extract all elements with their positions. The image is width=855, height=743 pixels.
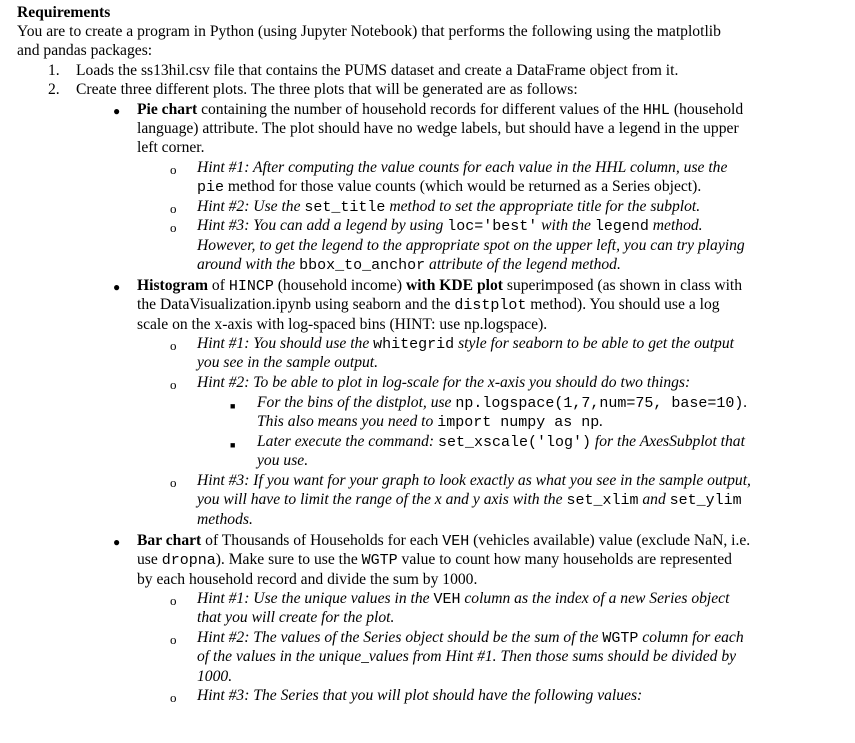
hist-bullet-icon: ●	[113, 280, 121, 294]
wgtp-code-2: WGTP	[602, 630, 639, 647]
requirements-heading: Requirements	[17, 4, 111, 21]
whitegrid-code: whitegrid	[373, 336, 455, 353]
hist-hint2-line: Hint #2: To be able to plot in log-scale for the x-axis you should do two things:	[197, 374, 691, 391]
import-numpy-code: import numpy as np	[437, 414, 600, 431]
hist-line-3: scale on the x-axis with log-spaced bins (HINT: use np.logspace).	[137, 316, 548, 333]
bar-hint1-circle-icon: o	[170, 593, 177, 608]
bbox-code: bbox_to_anchor	[299, 257, 426, 274]
pie-hint3-line-3: around with the bbox_to_anchor attribute of the legend method.	[197, 256, 621, 274]
hist-sub2-square-icon: ■	[230, 440, 236, 450]
bar-hint2-circle-icon: o	[170, 632, 177, 647]
loc-best-code: loc='best'	[447, 218, 538, 235]
pie-code: pie	[197, 179, 225, 196]
logspace-code: np.logspace(1,7,num=75, base=10)	[455, 395, 744, 412]
pie-hint2-circle-icon: o	[170, 201, 177, 216]
pie-text-tail: (household	[669, 101, 744, 118]
bar-bullet-icon: ●	[113, 535, 121, 549]
hist-hint3-line-1: Hint #3: If you want for your graph to look exactly as what you see in the sample output,	[197, 472, 751, 489]
step-2-text: Create three different plots. The three plots that will be generated are as follows:	[76, 81, 578, 98]
pie-hint1-circle-icon: o	[170, 162, 177, 177]
hist-line-1: Histogram of HINCP (household income) with KDE plot superimposed (as shown in class with	[137, 277, 743, 295]
hist-hint1-circle-icon: o	[170, 338, 177, 353]
veh-code: VEH	[442, 533, 470, 550]
hist-sub2-line-2: you use.	[257, 452, 309, 469]
pie-bullet-icon: ●	[113, 104, 121, 118]
hist-sub2-line-1: Later execute the command: set_xscale('log') for the AxesSubplot that	[257, 433, 745, 451]
hist-sub1-square-icon: ■	[230, 401, 236, 411]
set-xlim-code: set_xlim	[566, 492, 639, 509]
hist-hint3-circle-icon: o	[170, 475, 177, 490]
pie-line-3: left corner.	[137, 139, 205, 156]
hist-sub1-line-2: This also means you need to import numpy as np.	[257, 413, 604, 431]
intro-line-2: and pandas packages:	[17, 42, 153, 59]
set-ylim-code: set_ylim	[669, 492, 742, 509]
hist-sub1-line-1: For the bins of the distplot, use np.logspace(1,7,num=75, base=10).	[257, 394, 748, 412]
bar-hint3-circle-icon: o	[170, 690, 177, 705]
bar-line-2: use dropna). Make sure to use the WGTP value to count how many households are represented	[137, 551, 732, 569]
hist-line-2: the DataVisualization.ipynb using seaborn and the distplot method). You should use a log	[137, 296, 720, 314]
wgtp-code: WGTP	[361, 552, 398, 569]
pie-hint3-line-1: Hint #3: You can add a legend by using loc='best' with the legend method.	[197, 217, 703, 235]
bar-line-1: Bar chart of Thousands of Households for each VEH (vehicles available) value (exclude NaN, i.e.	[137, 532, 751, 550]
set-xscale-code: set_xscale('log')	[438, 434, 592, 451]
pie-title: Pie chart	[137, 101, 198, 118]
pie-hint2-line: Hint #2: Use the set_title method to set the appropriate title for the subplot.	[197, 198, 701, 216]
hist-hint1-line-1: Hint #1: You should use the whitegrid style for seaborn to be able to get the output	[197, 335, 734, 353]
pie-hint3-circle-icon: o	[170, 220, 177, 235]
step-1-number: 1.	[48, 62, 60, 79]
pie-line-1	[137, 100, 743, 121]
step-2-number: 2.	[48, 81, 60, 98]
dropna-code: dropna	[161, 552, 216, 569]
step-1-text: Loads the ss13hil.csv file that contains the PUMS dataset and create a DataFrame object from it.	[76, 62, 679, 79]
veh-code-2: VEH	[433, 591, 461, 608]
pie-hint3-line-2: However, to get the legend to the appropriate spot on the upper left, you can try playing	[197, 237, 745, 254]
hincp-code: HINCP	[228, 278, 274, 295]
legend-code: legend	[594, 218, 649, 235]
bar-hint1-line-2: that you will create for the plot.	[197, 609, 395, 626]
bar-hint2-line-1: Hint #2: The values of the Series object should be the sum of the WGTP column for each	[197, 629, 744, 647]
bar-hint2-line-2: of the values in the unique_values from Hint #1. Then those sums should be divided by	[197, 648, 737, 665]
hhl-code: HHL	[642, 102, 670, 119]
hist-hint2-circle-icon: o	[170, 377, 177, 392]
kde-title: with KDE plot	[405, 277, 503, 294]
intro-line-1: You are to create a program in Python (using Jupyter Notebook) that performs the following using the matplotlib	[17, 23, 721, 40]
pie-hint1-line-2: pie method for those value counts (which would be returned as a Series object).	[197, 178, 702, 196]
pie-hint1-line-1: Hint #1: After computing the value counts for each value in the HHL column, use the	[197, 159, 728, 176]
hist-hint3-line-3: methods.	[197, 511, 253, 528]
bar-hint3-line: Hint #3: The Series that you will plot should have the following values:	[197, 687, 643, 704]
hist-title: Histogram	[137, 277, 209, 294]
bar-hint1-line-1: Hint #1: Use the unique values in the VEH column as the index of a new Series object	[197, 590, 730, 608]
bar-title: Bar chart	[137, 532, 202, 549]
pie-text: containing the number of household records for different values of the	[197, 101, 643, 118]
bar-line-3: by each household record and divide the sum by 1000.	[137, 571, 478, 588]
distplot-code: distplot	[454, 297, 527, 314]
hist-hint1-line-2: you see in the sample output.	[197, 354, 379, 371]
hist-hint3-line-2: you will have to limit the range of the x and y axis with the set_xlim and set_ylim	[197, 491, 742, 509]
set-title-code: set_title	[304, 199, 386, 216]
pie-line-2: language) attribute. The plot should have no wedge labels, but should have a legend in the upper	[137, 120, 739, 137]
bar-hint2-line-3: 1000.	[197, 668, 233, 685]
